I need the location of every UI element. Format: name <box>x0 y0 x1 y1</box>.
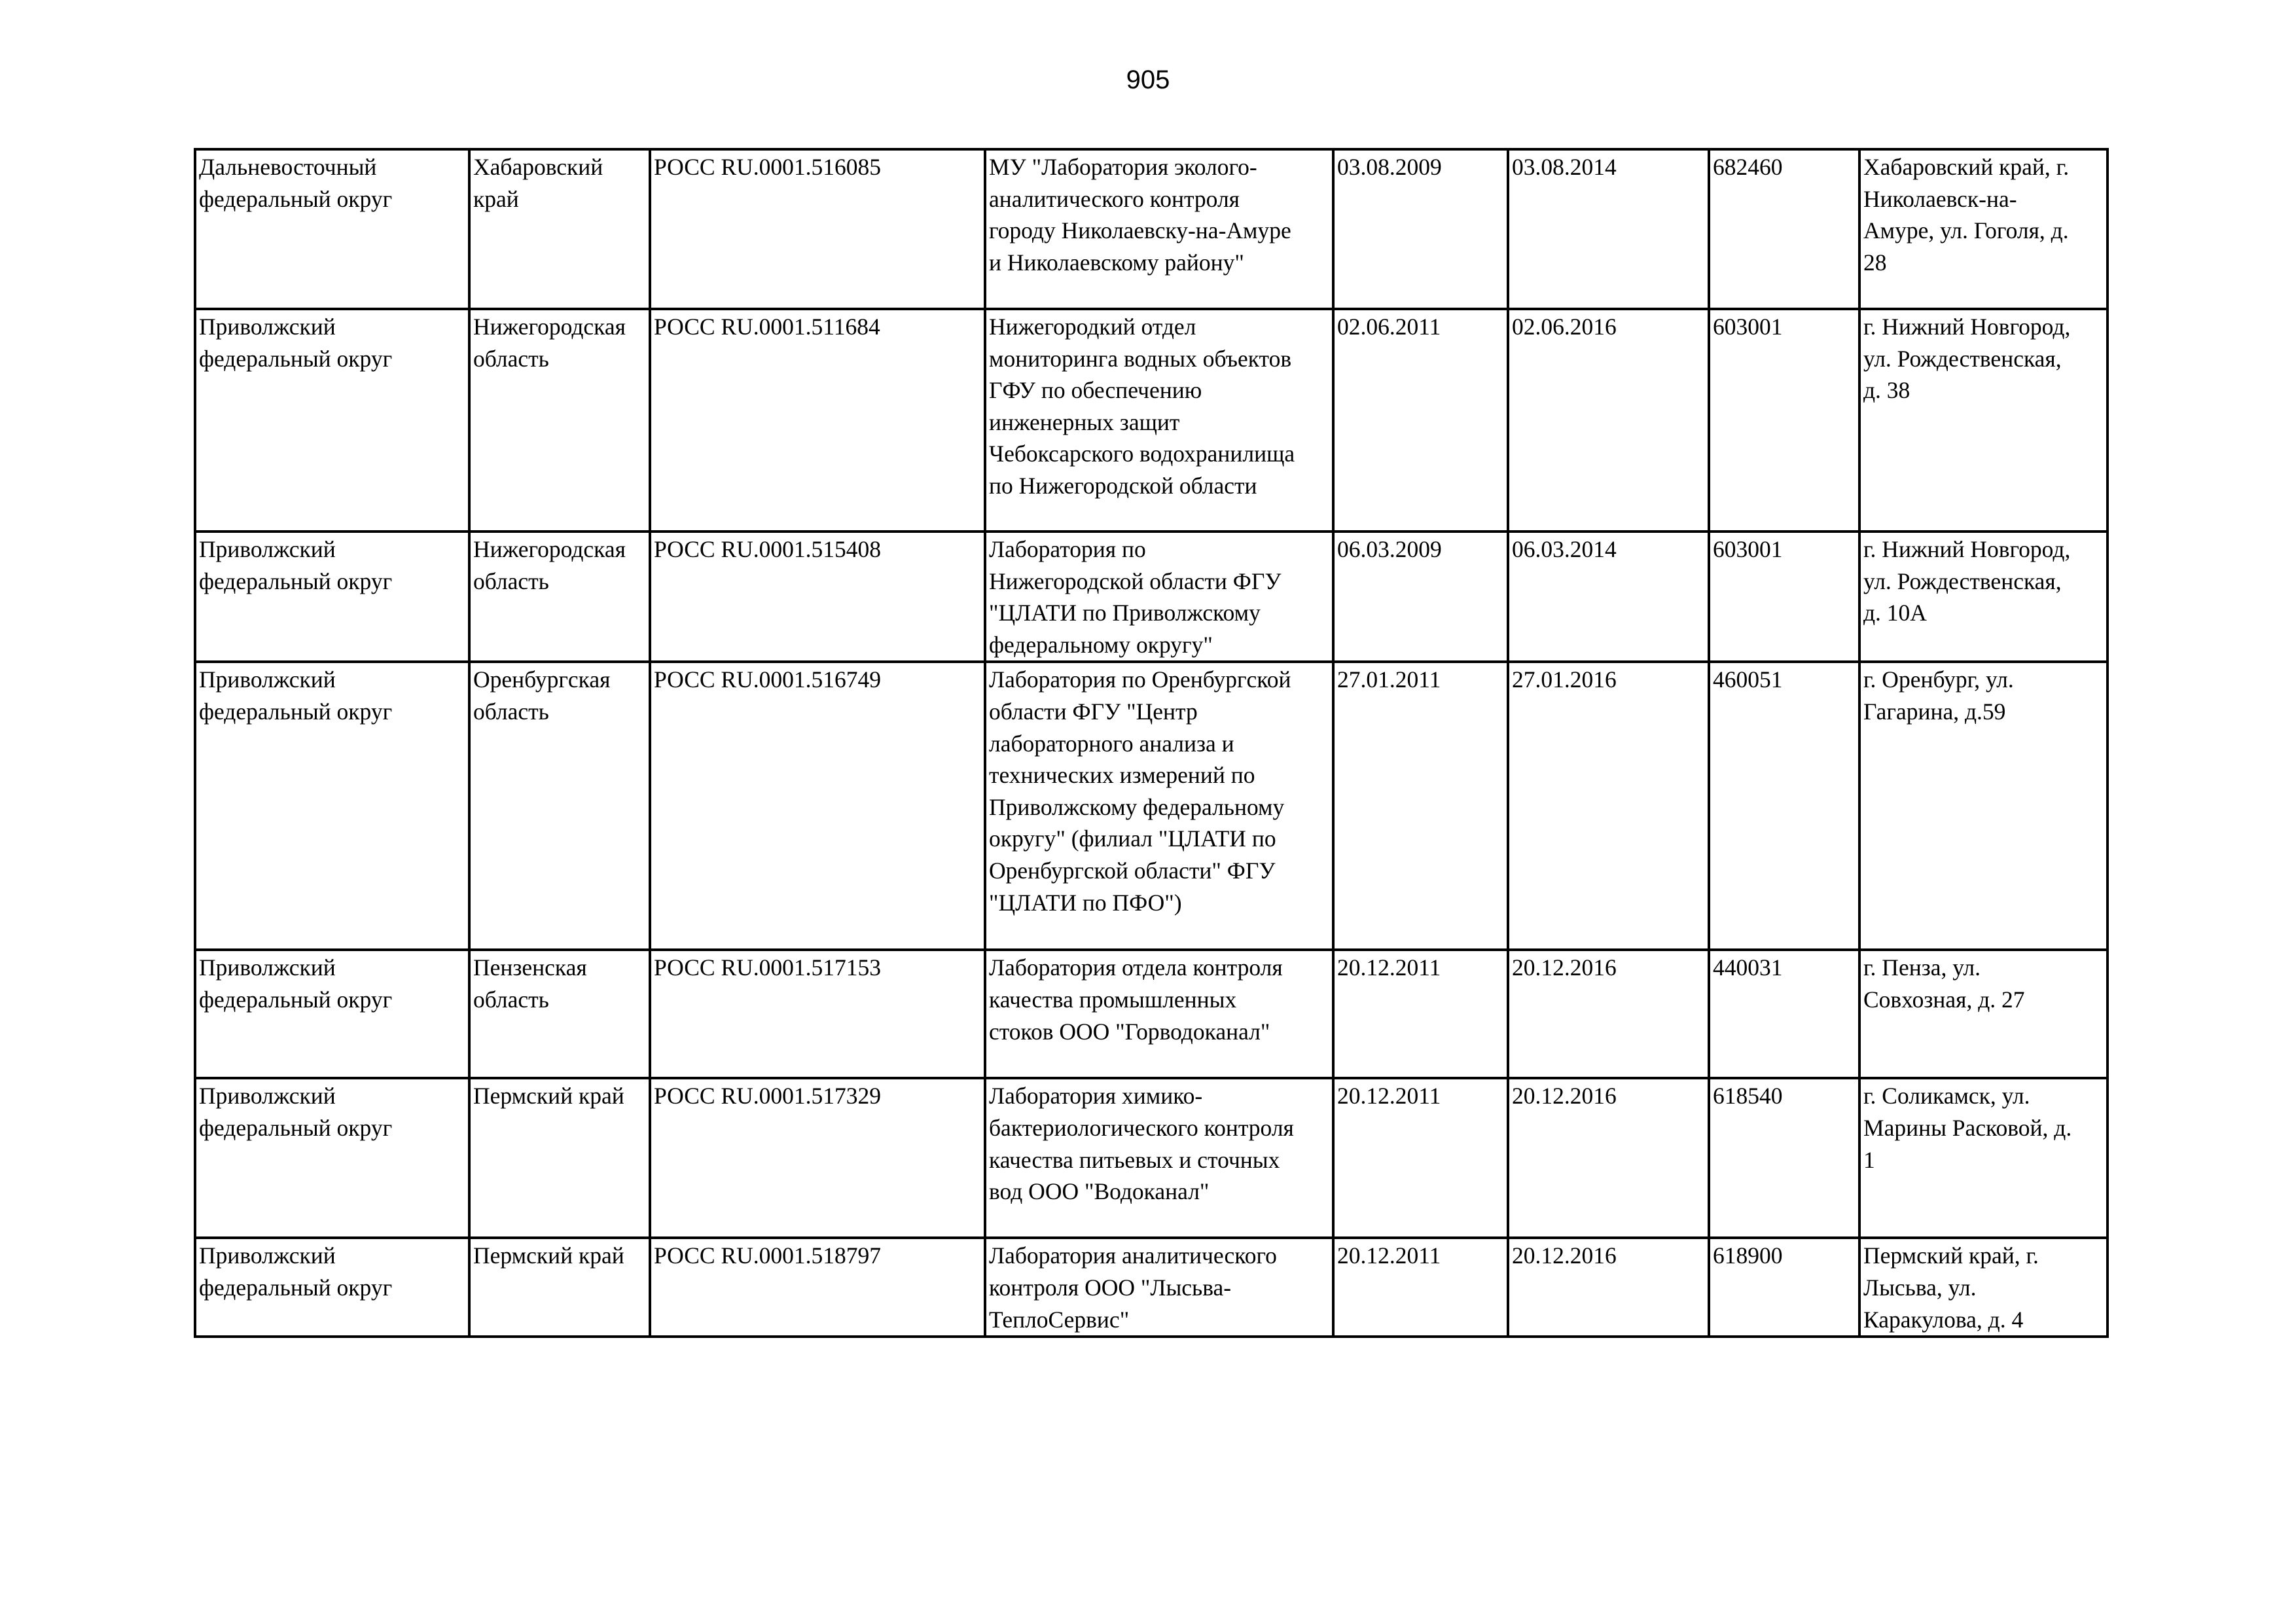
cell-text-line: 03.08.2009 <box>1337 154 1442 180</box>
cell-text-line: РОСС RU.0001.517153 <box>654 954 882 981</box>
postal-code-cell <box>1709 149 1859 309</box>
postal-code-cell <box>1709 309 1859 532</box>
cell-text-line: Нижегородская <box>473 314 626 340</box>
cell-text-line: области ФГУ "Центр <box>989 698 1198 725</box>
cell-text-line: федеральный округ <box>199 185 393 212</box>
cell-text-line: 440031 <box>1713 954 1783 981</box>
cell-text-line: стоков ООО "Горводоканал" <box>989 1018 1270 1045</box>
cell-text-line: 20.12.2011 <box>1337 954 1441 981</box>
cell-text-line: "ЦЛАТИ по ПФО") <box>989 889 1182 916</box>
cell-text-line: городу Николаевску-на-Амуре <box>989 217 1291 244</box>
expiry-date-cell <box>1508 149 1709 309</box>
cell-text-line: Пензенская <box>473 954 587 981</box>
postal-code-cell <box>1709 1078 1859 1238</box>
cell-text-line: область <box>473 568 549 594</box>
issue-date-cell <box>1333 532 1508 662</box>
cell-text-line: ул. Рождественская, <box>1863 345 2062 372</box>
address-cell <box>1859 950 2108 1078</box>
address-cell <box>1859 149 2108 309</box>
certificate-number-cell <box>650 309 985 532</box>
cell-text-line: г. Нижний Новгород, <box>1863 536 2071 562</box>
organization-cell <box>985 1078 1333 1238</box>
region-cell <box>469 950 650 1078</box>
cell-text-line: Лысьва, ул. <box>1863 1274 1977 1301</box>
cell-text-line: Марины Расковой, д. <box>1863 1114 2072 1141</box>
cell-text-line: контроля ООО "Лысьва- <box>989 1274 1232 1301</box>
organization-cell <box>985 950 1333 1078</box>
cell-text-line: РОСС RU.0001.517329 <box>654 1083 882 1110</box>
issue-date-cell <box>1333 149 1508 309</box>
cell-text-line: федеральному округу" <box>989 631 1213 658</box>
table-row <box>195 309 2108 532</box>
district-cell <box>195 149 469 309</box>
cell-text-line: 603001 <box>1713 314 1783 340</box>
region-cell <box>469 1078 650 1238</box>
table-body <box>195 149 2108 1337</box>
cell-text-line: качества питьевых и сточных <box>989 1146 1280 1173</box>
cell-text-line: 03.08.2014 <box>1512 154 1617 180</box>
cell-text-line: д. 38 <box>1863 377 1910 404</box>
cell-text-line: г. Нижний Новгород, <box>1863 314 2071 340</box>
postal-code-cell <box>1709 1238 1859 1337</box>
cell-text-line: 1 <box>1863 1146 1875 1173</box>
cell-text-line: РОСС RU.0001.516749 <box>654 666 882 693</box>
cell-text-line: 20.12.2016 <box>1512 1083 1617 1110</box>
cell-text-line: Нижегородская <box>473 536 626 562</box>
certificate-number-cell <box>650 149 985 309</box>
cell-text-line: федеральный округ <box>199 1274 393 1301</box>
cell-text-line: "ЦЛАТИ по Приволжскому <box>989 600 1261 626</box>
address-cell <box>1859 1078 2108 1238</box>
address-cell <box>1859 309 2108 532</box>
cell-text-line: Хабаровский край, г. <box>1863 154 2070 180</box>
organization-cell <box>985 662 1333 950</box>
address-cell <box>1859 1238 2108 1337</box>
region-cell <box>469 662 650 950</box>
cell-text-line: Лаборатория аналитического <box>989 1242 1277 1269</box>
expiry-date-cell <box>1508 532 1709 662</box>
district-cell <box>195 950 469 1078</box>
postal-code-cell <box>1709 662 1859 950</box>
region-cell <box>469 1238 650 1337</box>
cell-text-line: г. Оренбург, ул. <box>1863 666 2014 693</box>
cell-text-line: Дальневосточный <box>199 154 377 180</box>
cell-text-line: 02.06.2011 <box>1337 314 1441 340</box>
issue-date-cell <box>1333 1078 1508 1238</box>
expiry-date-cell <box>1508 950 1709 1078</box>
cell-text-line: Хабаровский <box>473 154 603 180</box>
cell-text-line: 27.01.2011 <box>1337 666 1441 693</box>
cell-text-line: инженерных защит <box>989 408 1180 435</box>
organization-cell <box>985 309 1333 532</box>
cell-text-line: Приволжский <box>199 536 336 562</box>
cell-text-line: и Николаевскому району" <box>989 249 1244 276</box>
cell-text-line: Лаборатория отдела контроля <box>989 954 1283 981</box>
cell-text-line: область <box>473 986 549 1013</box>
cell-text-line: по Нижегородской области <box>989 472 1257 499</box>
cell-text-line: Приволжский <box>199 1242 336 1269</box>
cell-text-line: ГФУ по обеспечению <box>989 377 1202 404</box>
table-row <box>195 532 2108 662</box>
certificate-number-cell <box>650 532 985 662</box>
cell-text-line: федеральный округ <box>199 345 393 372</box>
cell-text-line: 27.01.2016 <box>1512 666 1617 693</box>
cell-text-line: федеральный округ <box>199 986 393 1013</box>
address-cell <box>1859 662 2108 950</box>
table-row <box>195 1078 2108 1238</box>
cell-text-line: Лаборатория химико- <box>989 1083 1203 1110</box>
organization-cell <box>985 532 1333 662</box>
cell-text-line: 28 <box>1863 249 1887 276</box>
cell-text-line: Гагарина, д.59 <box>1863 698 2006 725</box>
cell-text-line: Приволжский <box>199 1083 336 1110</box>
certificate-number-cell <box>650 662 985 950</box>
cell-text-line: МУ "Лаборатория эколого- <box>989 154 1257 180</box>
cell-text-line: 460051 <box>1713 666 1783 693</box>
cell-text-line: Пермский край <box>473 1242 624 1269</box>
cell-text-line: 618540 <box>1713 1083 1783 1110</box>
cell-text-line: Оренбургской области" ФГУ <box>989 857 1276 884</box>
district-cell <box>195 1078 469 1238</box>
cell-text-line: область <box>473 698 549 725</box>
cell-text-line: 20.12.2016 <box>1512 1242 1617 1269</box>
cell-text-line: Приволжский <box>199 314 336 340</box>
district-cell <box>195 532 469 662</box>
cell-text-line: РОСС RU.0001.515408 <box>654 536 882 562</box>
cell-text-line: РОСС RU.0001.511684 <box>654 314 880 340</box>
cell-text-line: РОСС RU.0001.518797 <box>654 1242 882 1269</box>
cell-text-line: ул. Рождественская, <box>1863 568 2062 594</box>
cell-text-line: 20.12.2011 <box>1337 1242 1441 1269</box>
cell-text-line: Оренбургская <box>473 666 611 693</box>
certificate-number-cell <box>650 950 985 1078</box>
issue-date-cell <box>1333 1238 1508 1337</box>
cell-text-line: Каракулова, д. 4 <box>1863 1306 2024 1333</box>
cell-text-line: область <box>473 345 549 372</box>
cell-text-line: 06.03.2009 <box>1337 536 1442 562</box>
laboratory-registry-table <box>194 148 2109 1338</box>
cell-text-line: Нижегородкий отдел <box>989 314 1196 340</box>
cell-text-line: Николаевск-на- <box>1863 185 2017 212</box>
cell-text-line: Совхозная, д. 27 <box>1863 986 2025 1013</box>
cell-text-line: 20.12.2016 <box>1512 954 1617 981</box>
cell-text-line: Амуре, ул. Гоголя, д. <box>1863 217 2069 244</box>
cell-text-line: лабораторного анализа и <box>989 730 1234 757</box>
cell-text-line: Пермский край <box>473 1083 624 1110</box>
issue-date-cell <box>1333 662 1508 950</box>
expiry-date-cell <box>1508 1238 1709 1337</box>
expiry-date-cell <box>1508 662 1709 950</box>
cell-text-line: федеральный округ <box>199 1114 393 1141</box>
cell-text-line: г. Соликамск, ул. <box>1863 1083 2030 1110</box>
page-number: 905 <box>1126 65 1170 94</box>
postal-code-cell <box>1709 532 1859 662</box>
issue-date-cell <box>1333 309 1508 532</box>
table-row <box>195 950 2108 1078</box>
address-cell <box>1859 532 2108 662</box>
cell-text-line: качества промышленных <box>989 986 1237 1013</box>
expiry-date-cell <box>1508 1078 1709 1238</box>
cell-text-line: аналитического контроля <box>989 185 1240 212</box>
cell-text-line: 20.12.2011 <box>1337 1083 1441 1110</box>
cell-text-line: д. 10А <box>1863 600 1927 626</box>
cell-text-line: Лаборатория по <box>989 536 1146 562</box>
cell-text-line: мониторинга водных объектов <box>989 345 1292 372</box>
cell-text-line: федеральный округ <box>199 568 393 594</box>
cell-text-line: 02.06.2016 <box>1512 314 1617 340</box>
cell-text-line: бактериологического контроля <box>989 1114 1294 1141</box>
cell-text-line: 618900 <box>1713 1242 1783 1269</box>
certificate-number-cell <box>650 1078 985 1238</box>
cell-text-line: г. Пенза, ул. <box>1863 954 1981 981</box>
organization-cell <box>985 149 1333 309</box>
postal-code-cell <box>1709 950 1859 1078</box>
issue-date-cell <box>1333 950 1508 1078</box>
cell-text-line: 682460 <box>1713 154 1783 180</box>
cell-text-line: федеральный округ <box>199 698 393 725</box>
cell-text-line: Нижегородской области ФГУ <box>989 568 1282 594</box>
cell-text-line: округу" (филиал "ЦЛАТИ по <box>989 825 1276 852</box>
cell-text-line: ТеплоСервис" <box>989 1306 1130 1333</box>
cell-text-line: Приволжскому федеральному <box>989 793 1285 820</box>
table-row <box>195 149 2108 309</box>
region-cell <box>469 149 650 309</box>
cell-text-line: 603001 <box>1713 536 1783 562</box>
cell-text-line: технических измерений по <box>989 762 1255 789</box>
cell-text-line: Чебоксарского водохранилища <box>989 441 1295 467</box>
table-row <box>195 1238 2108 1337</box>
district-cell <box>195 309 469 532</box>
organization-cell <box>985 1238 1333 1337</box>
expiry-date-cell <box>1508 309 1709 532</box>
cell-text-line: Приволжский <box>199 666 336 693</box>
cell-text-line: Лаборатория по Оренбургской <box>989 666 1291 693</box>
cell-text-line: вод ООО "Водоканал" <box>989 1178 1210 1205</box>
cell-text-line: РОСС RU.0001.516085 <box>654 154 882 180</box>
cell-text-line: Приволжский <box>199 954 336 981</box>
certificate-number-cell <box>650 1238 985 1337</box>
cell-text-line: 06.03.2014 <box>1512 536 1617 562</box>
cell-text-line: Пермский край, г. <box>1863 1242 2039 1269</box>
district-cell <box>195 662 469 950</box>
table-row <box>195 662 2108 950</box>
region-cell <box>469 532 650 662</box>
cell-text-line: край <box>473 185 519 212</box>
district-cell <box>195 1238 469 1337</box>
region-cell <box>469 309 650 532</box>
